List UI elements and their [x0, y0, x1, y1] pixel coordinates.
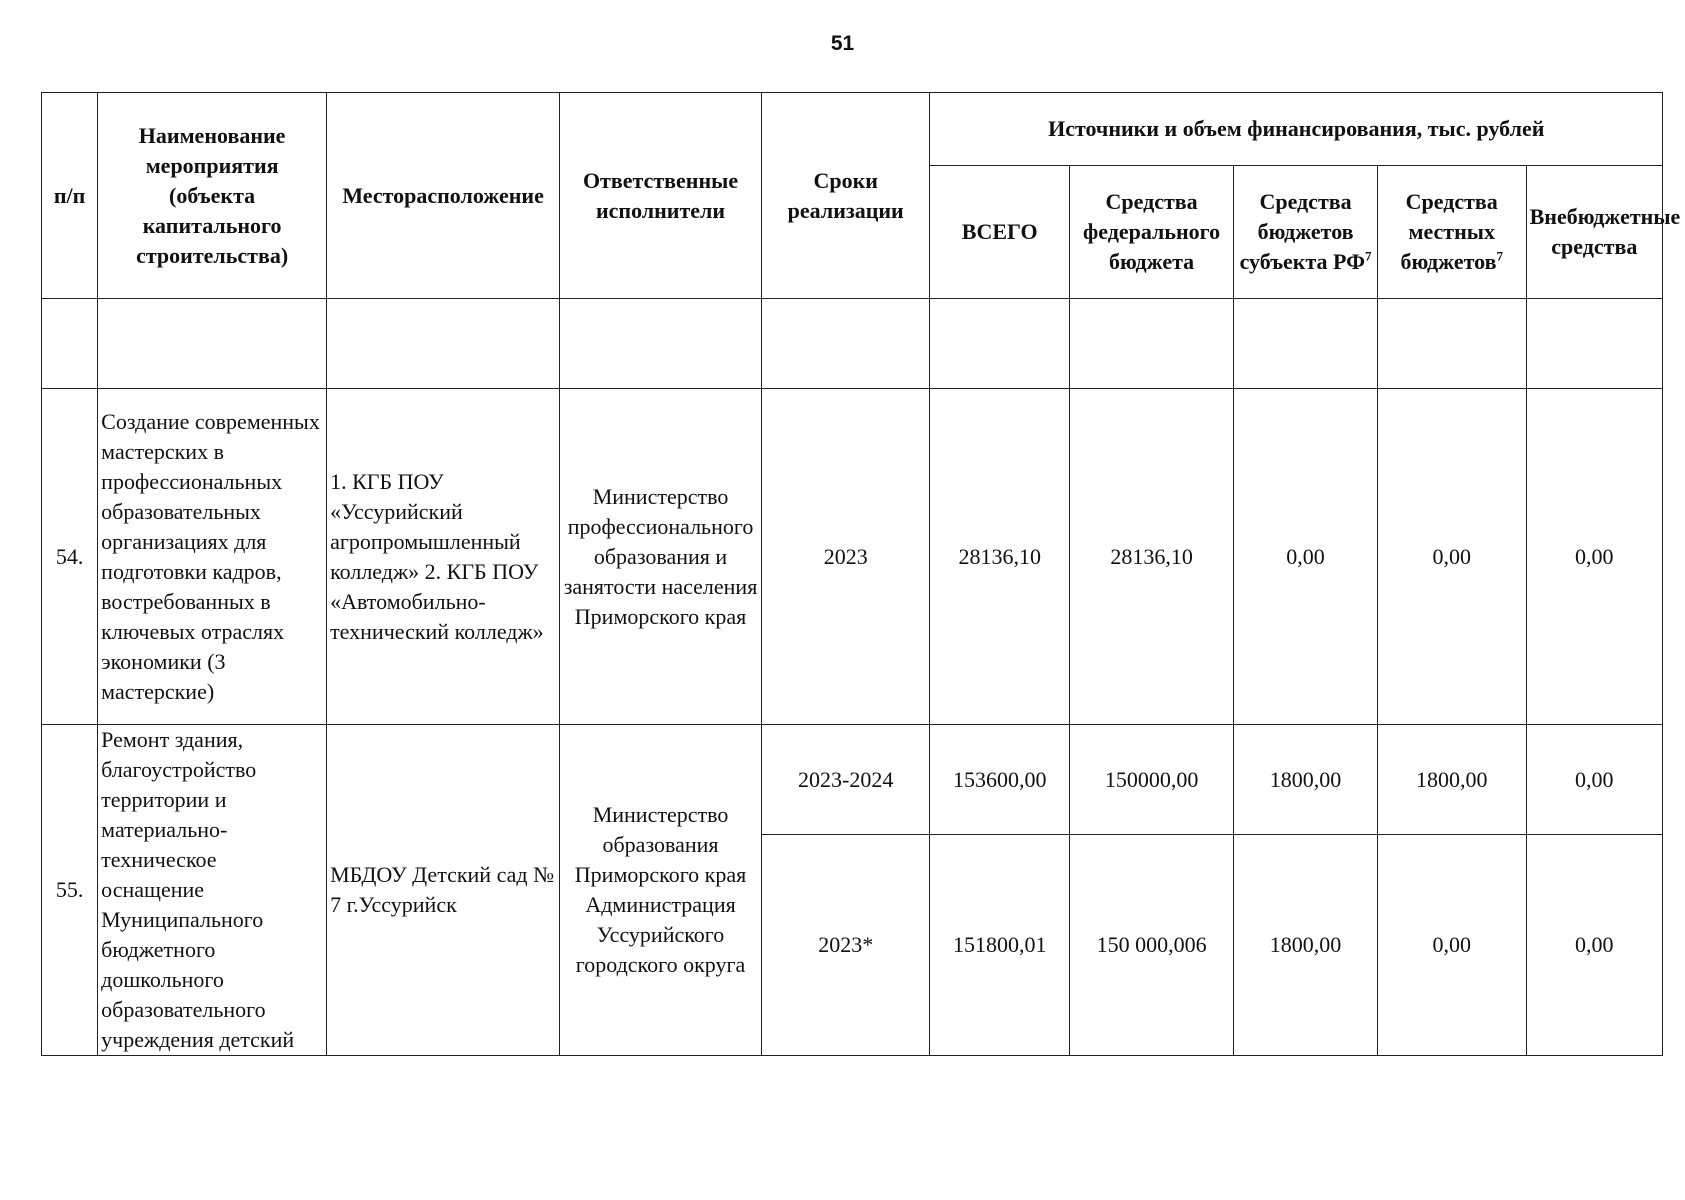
row-total: 28136,10 — [930, 389, 1069, 725]
header-local: Средства местных бюджетов$^7$ — [1377, 166, 1526, 299]
row-local: 0,00 — [1377, 835, 1526, 1056]
row-federal: 28136,10 — [1069, 389, 1233, 725]
header-total: ВСЕГО — [930, 166, 1069, 299]
row-local: 1800,00 — [1377, 725, 1526, 835]
row-location: 1. КГБ ПОУ «Уссурийский агропромышленный колледж» 2. КГБ ПОУ «Автомобильно-технический колледж» — [327, 389, 560, 725]
header-location: Месторасположение — [327, 93, 560, 299]
header-regional: Средства бюджетов субъекта $РФ^7$ — [1234, 166, 1378, 299]
header-num: п/п — [42, 93, 98, 299]
row-extra: 0,00 — [1526, 725, 1662, 835]
header-funding-group: Источники и объем финансирования, тыс. рублей — [930, 93, 1663, 166]
row-extra: 0,00 — [1526, 835, 1662, 1056]
row-total: 151800,01 — [930, 835, 1069, 1056]
row-location: МБДОУ Детский сад № 7 г.Уссурийск — [327, 725, 560, 1056]
row-name: Создание современных мастерских в профессиональных образовательных организациях для подготовки кадров, востребованных в ключевых отраслях экономики (3 мастерские) — [98, 389, 327, 725]
header-extra: Внебюджетные средства — [1526, 166, 1662, 299]
row-federal: 150000,00 — [1069, 725, 1233, 835]
header-row-top — [42, 93, 1663, 166]
row-extra: 0,00 — [1526, 389, 1662, 725]
header-federal: Средства федерального бюджета — [1069, 166, 1233, 299]
row-regional: 0,00 — [1234, 389, 1378, 725]
row-num: 54. — [42, 389, 98, 725]
empty-row — [42, 299, 1663, 389]
header-period: Сроки реализации — [761, 93, 930, 299]
row-num: 55. — [42, 725, 98, 1056]
row-period: 2023-2024 — [761, 725, 930, 835]
financing-table — [41, 92, 1681, 1056]
row-local: 0,00 — [1377, 389, 1526, 725]
header-responsible: Ответственные исполнители — [560, 93, 762, 299]
header-name: Наименование мероприятия (объекта капитального строительства) — [98, 93, 327, 299]
row-period: 2023* — [761, 835, 930, 1056]
row-responsible: Министерство образования Приморского края Администрация Уссурийского городского округа — [560, 725, 762, 1056]
row-federal: 150 000,006 — [1069, 835, 1233, 1056]
page-number: 51 — [830, 32, 855, 55]
row-regional: 1800,00 — [1234, 835, 1378, 1056]
row-regional: 1800,00 — [1234, 725, 1378, 835]
row-responsible: Министерство профессионального образования и занятости населения Приморского края — [560, 389, 762, 725]
row-period: 2023 — [761, 389, 930, 725]
table-row — [42, 389, 1663, 725]
row-total: 153600,00 — [930, 725, 1069, 835]
table-row — [42, 725, 1663, 835]
row-name: Ремонт здания, благоустройство территории и материально-техническое оснащение Муниципального бюджетного дошкольного образовательного учреждения детский — [98, 725, 327, 1056]
